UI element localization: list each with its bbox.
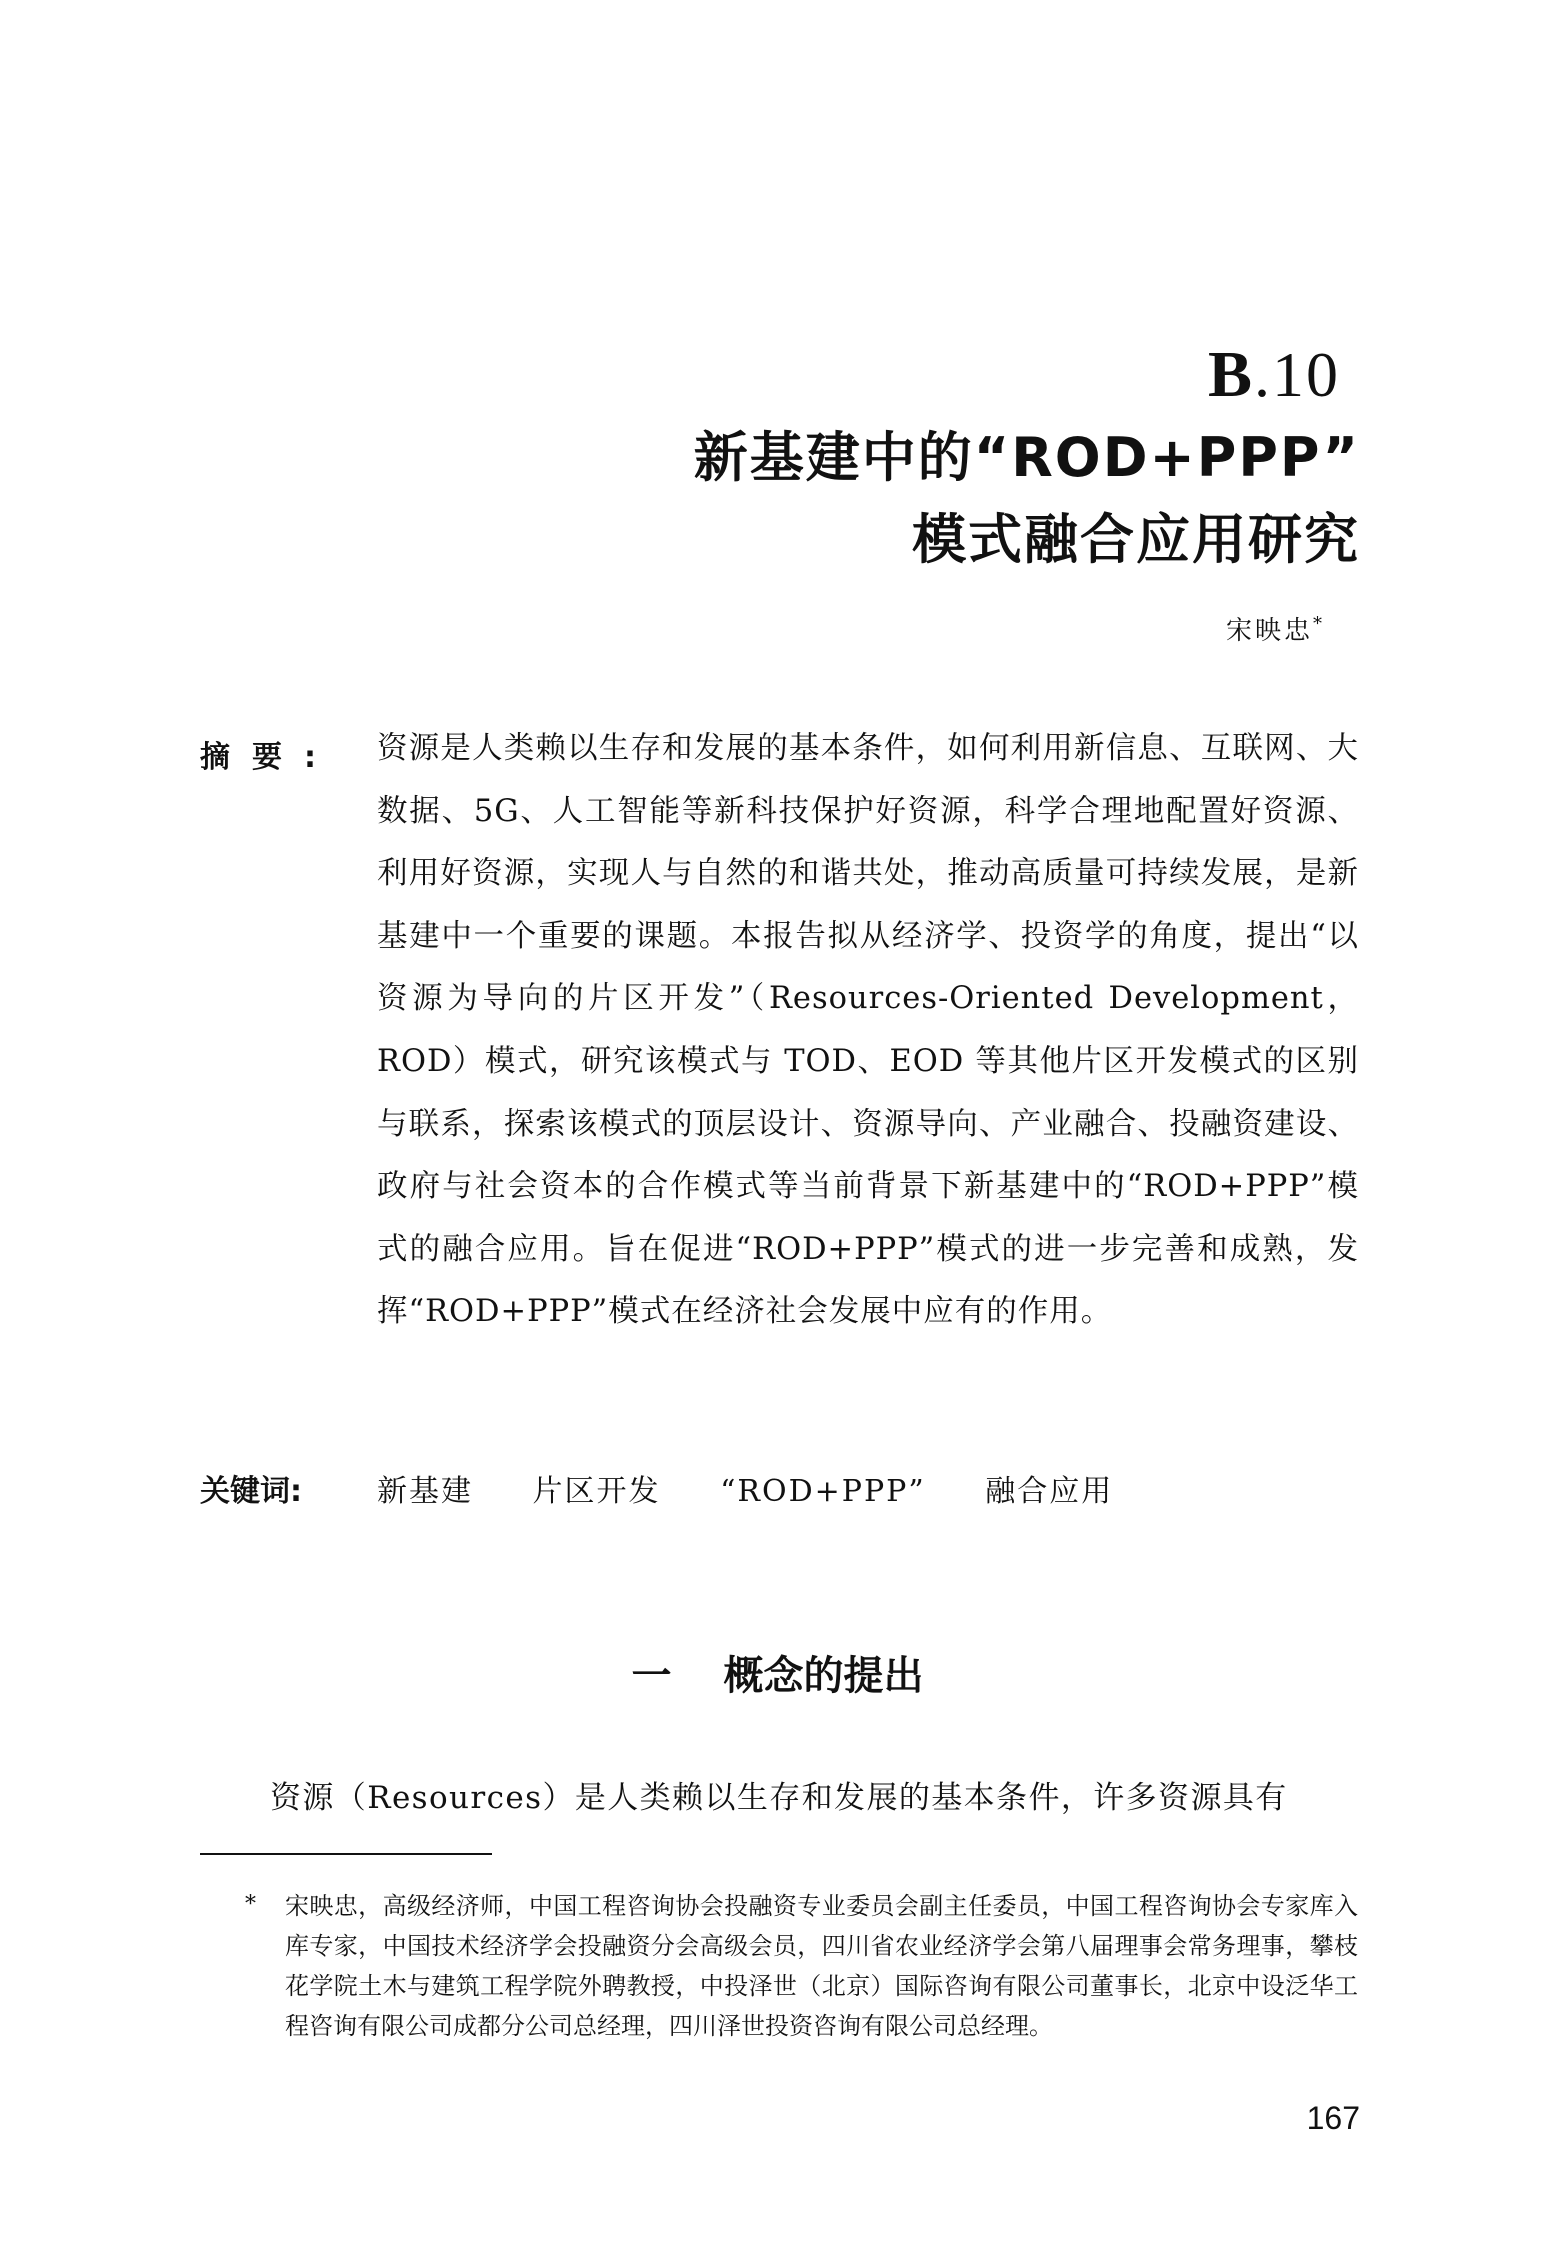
- abstract-label: 摘要:: [200, 740, 338, 775]
- keyword-item: 融合应用: [985, 1474, 1114, 1509]
- body-paragraph: 资源（Resources）是人类赖以生存和发展的基本条件，许多资源具有: [270, 1780, 1288, 1816]
- page-title-line-2: 模式融合应用研究: [912, 508, 1360, 571]
- keyword-item: 片区开发: [532, 1474, 661, 1509]
- section-heading: [0, 1644, 1555, 1701]
- footnote-mark: *: [245, 1892, 256, 1917]
- keywords-label: 关键词:: [200, 1474, 302, 1509]
- author: [1226, 610, 1325, 647]
- chapter-number: [1208, 335, 1340, 415]
- chapter-letter: B: [1207, 338, 1254, 411]
- section-title: 概念的提出: [723, 1653, 924, 1699]
- keyword-item: “ROD+PPP”: [720, 1474, 926, 1509]
- author-footnote-mark: *: [1313, 613, 1325, 635]
- chapter-index: .10: [1254, 339, 1340, 410]
- keywords-list: [377, 1466, 1161, 1510]
- section-number: 一: [631, 1653, 672, 1699]
- abstract-text: 资源是人类赖以生存和发展的基本条件，如何利用新信息、互联网、大数据、5G、人工智能等新科技保护好资源，科学合理地配置好资源、利用好资源，实现人与自然的和谐共处，推动高质量可持续发展，是新基建中一个重要的课题。本报告拟从经济学、投资学的角度，提出“以资源为导向的片区开发”（Resources-Oriented Development，ROD）模式，研究该模式与 TOD、EOD 等其他片区开发模式的区别与联系，探索该模式的顶层设计、资源导向、产业融合、投融资建设、政府与社会资本的合作模式等当前背景下新基建中的“ROD+PPP”模式的融合应用。旨在促进“ROD+PPP”模式的进一步完善和成熟，发挥“ROD+PPP”模式在经济社会发展中应有的作用。: [377, 731, 1359, 1330]
- page-title-line-1: 新基建中的“ROD+PPP”: [693, 426, 1360, 489]
- footnote-text: 宋映忠，高级经济师，中国工程咨询协会投融资专业委员会副主任委员，中国工程咨询协会专家库入库专家，中国技术经济学会投融资分会高级会员，四川省农业经济学会第八届理事会常务理事，攀枝花学院土木与建筑工程学院外聘教授，中投泽世（北京）国际咨询有限公司董事长，北京中设泛华工程咨询有限公司成都分公司总经理，四川泽世投资咨询有限公司总经理。: [285, 1892, 1358, 2040]
- footnote-divider: [200, 1853, 492, 1855]
- author-name: 宋映忠: [1225, 616, 1313, 646]
- keyword-item: 新基建: [377, 1474, 473, 1509]
- page-number: 167: [1306, 2100, 1360, 2136]
